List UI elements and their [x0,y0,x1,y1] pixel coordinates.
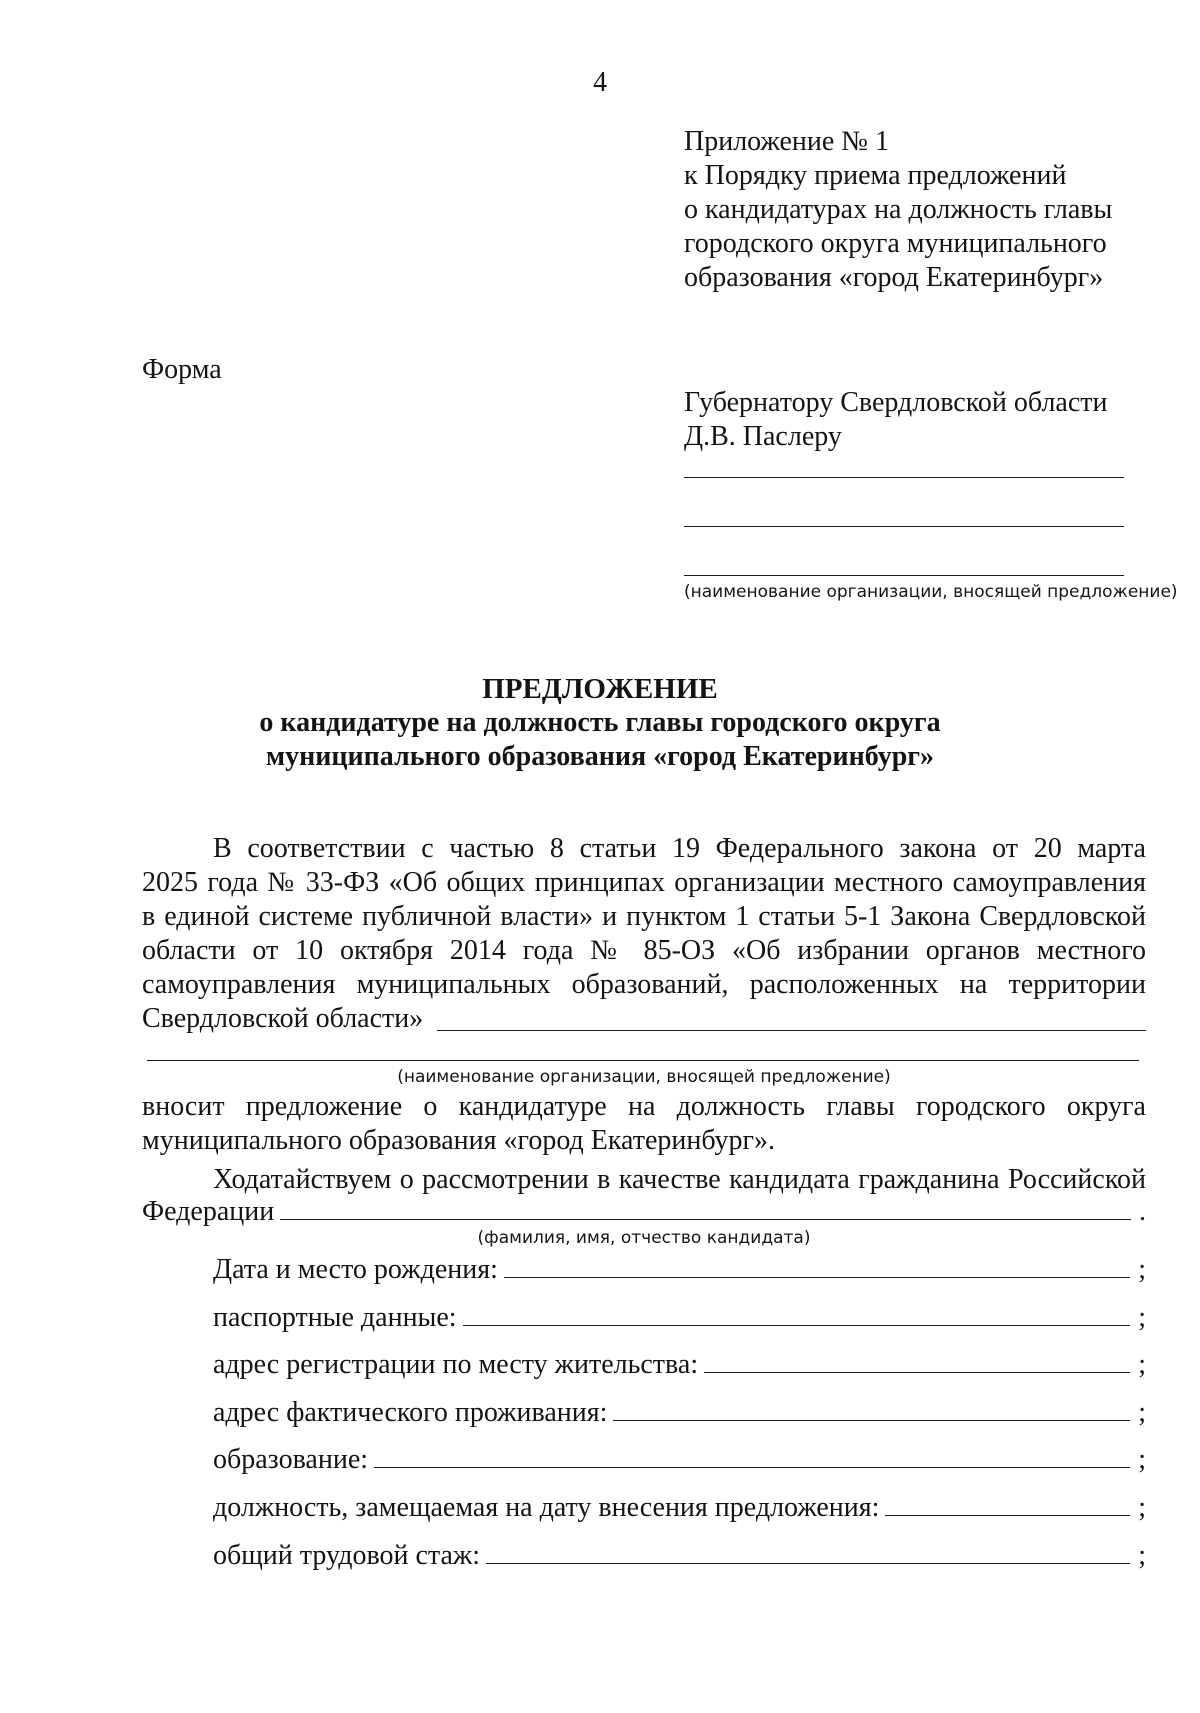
body-line: Ходатайствуем о рассмотрении в качестве кандидата гражданина Российской [213,1164,1146,1195]
field-actual-address [213,1396,1146,1430]
organization-blank-line[interactable] [684,575,1124,576]
field-label: должность, замещаемая на дату внесения предложения: [213,1492,880,1523]
field-blank[interactable] [704,1348,1130,1373]
field-label: Дата и место рождения: [213,1254,498,1285]
field-terminator: ; [1138,1492,1146,1523]
field-passport [213,1301,1146,1335]
field-blank[interactable] [613,1396,1130,1421]
appendix-line: городского округа муниципального [684,228,1107,259]
field-terminator: ; [1138,1540,1146,1571]
field-blank[interactable] [885,1491,1130,1516]
organization-caption: (наименование организации, вносящей предложение) [397,1067,891,1087]
page-number: 4 [593,67,607,98]
field-birth [213,1253,1146,1287]
field-label: адрес регистрации по месту жительства: [213,1349,699,1380]
field-terminator: ; [1138,1302,1146,1333]
field-terminator: ; [1138,1397,1146,1428]
appendix-block [684,125,1112,295]
field-blank[interactable] [374,1443,1130,1468]
field-registration-address [213,1348,1146,1382]
body-line: вносит предложение о кандидатуре на должность главы городского округа [142,1091,1146,1122]
field-label: паспортные данные: [213,1302,457,1333]
addressee-line: Д.В. Паслеру [684,421,842,452]
field-terminator: ; [1138,1444,1146,1475]
field-education [213,1443,1146,1477]
field-label: образование: [213,1444,369,1475]
field-position [213,1491,1146,1525]
document-subtitle: муниципального образования «город Екатеринбург» [266,741,934,772]
body-line: муниципального образования «город Екатеринбург». [142,1125,776,1156]
document-title: ПРЕДЛОЖЕНИЕ [482,673,718,705]
field-terminator: ; [1138,1254,1146,1285]
organization-name-blank[interactable] [147,1060,1139,1061]
body-line: самоуправления муниципальных образований, расположенных на территории [142,969,1146,1000]
field-blank[interactable] [486,1539,1130,1564]
organization-caption: (наименование организации, вносящей предложение) [684,582,1178,602]
field-blank[interactable] [504,1253,1130,1278]
field-work-experience [213,1539,1146,1573]
field-label: адрес фактического проживания: [213,1397,608,1428]
field-blank[interactable] [463,1301,1131,1326]
field-label: общий трудовой стаж: [213,1540,481,1571]
organization-blank-line[interactable] [684,526,1124,527]
body-line: В соответствии с частью 8 статьи 19 Федерального закона от 20 марта [213,833,1146,864]
appendix-line: образования «город Екатеринбург» [684,262,1104,293]
addressee-block [684,386,1108,454]
organization-blank-line[interactable] [684,477,1124,478]
appendix-line: к Порядку приема предложений [684,160,1067,191]
period-mark: . [1139,1196,1146,1227]
form-label: Форма [142,354,222,385]
body-line: Свердловской области» [142,1003,424,1034]
document-subtitle: о кандидатуре на должность главы городского округа [259,707,941,738]
addressee-line: Губернатору Свердловской области [684,387,1108,418]
field-terminator: ; [1138,1349,1146,1380]
organization-name-blank[interactable] [437,1030,1146,1031]
body-line: Федерации [142,1196,275,1227]
appendix-line: Приложение № 1 [684,126,889,157]
candidate-name-blank[interactable] [280,1195,1131,1220]
body-line: в единой системе публичной власти» и пунктом 1 статьи 5-1 Закона Свердловской [142,901,1146,932]
appendix-line: о кандидатурах на должность главы [684,194,1113,225]
body-line: 2025 года № 33-ФЗ «Об общих принципах организации местного самоуправления [142,867,1146,898]
candidate-name-caption: (фамилия, имя, отчество кандидата) [477,1228,811,1248]
candidate-name-row [142,1195,1146,1229]
body-line: области от 10 октября 2014 года № 85-ОЗ «Об избрании органов местного [142,935,1146,966]
